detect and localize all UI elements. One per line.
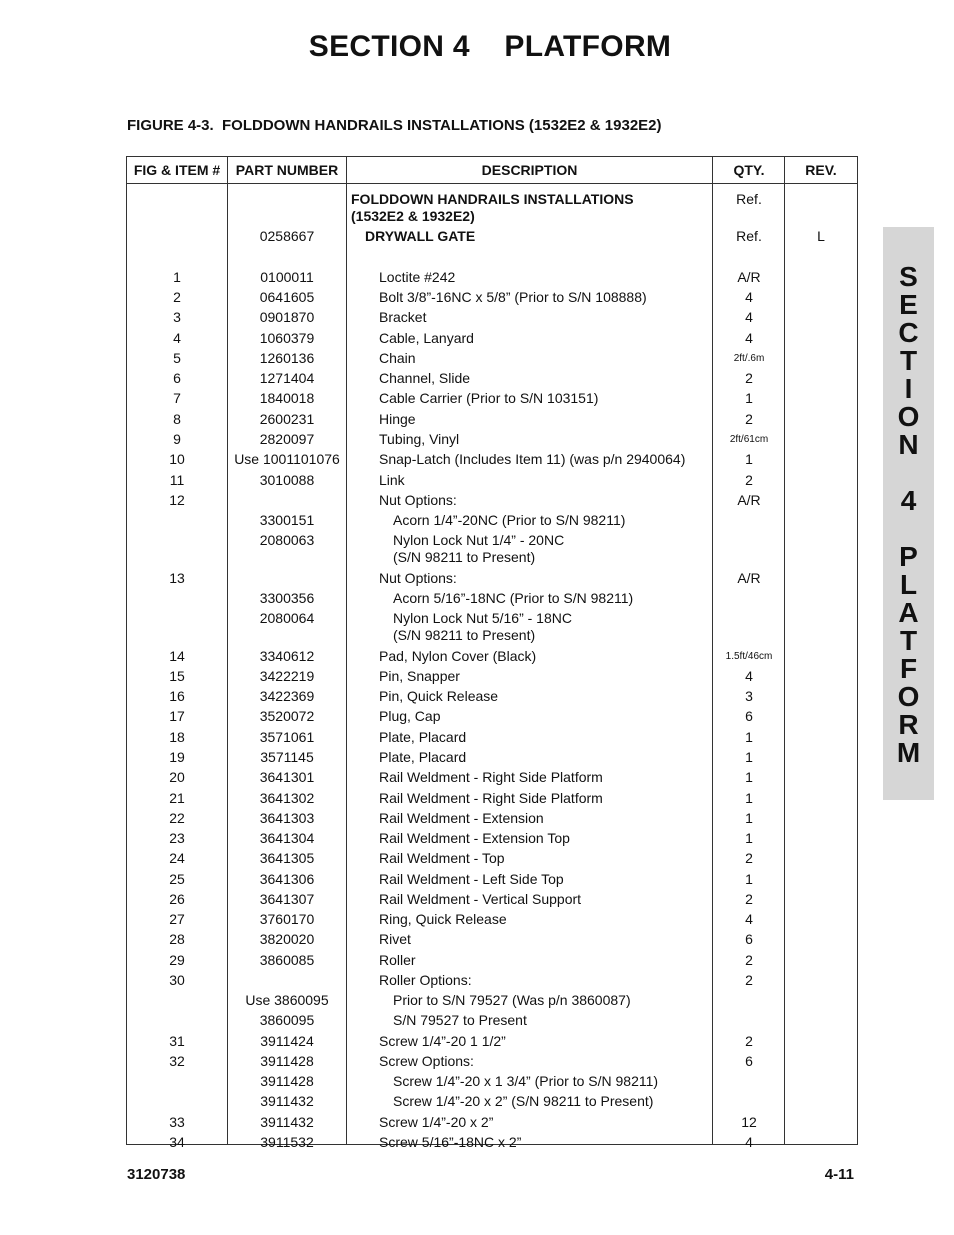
qty-cell: 1 xyxy=(745,769,753,785)
qty-cell: 1 xyxy=(745,871,753,887)
description-cell: Rivet xyxy=(379,931,411,947)
fig-item-cell: 30 xyxy=(169,972,185,988)
description-cell: Screw 1/4”-20 x 1 3/4” (Prior to S/N 98211) xyxy=(393,1073,659,1089)
part-number-cell: 3571145 xyxy=(260,749,314,765)
qty-cell: Ref. xyxy=(736,228,762,244)
description-cell: Plug, Cap xyxy=(379,708,441,724)
qty-cell: 2 xyxy=(745,891,753,907)
description-cell: Cable, Lanyard xyxy=(379,330,474,346)
part-number-cell: 0901870 xyxy=(259,309,315,325)
part-number-cell: 2080063 xyxy=(259,532,315,548)
description-cell: Cable Carrier (Prior to S/N 103151) xyxy=(379,390,599,406)
description-cell: DRYWALL GATE xyxy=(365,228,476,244)
fig-item-cell: 13 xyxy=(169,570,185,586)
qty-cell: 2 xyxy=(745,370,753,386)
part-number-cell: Use 3860095 xyxy=(245,992,329,1008)
qty-cell: 6 xyxy=(745,1053,753,1069)
fig-item-cell: 24 xyxy=(169,850,185,866)
side-tab-letter: E xyxy=(899,289,918,320)
page-number: 4-11 xyxy=(824,1166,854,1183)
description-cell: Channel, Slide xyxy=(379,370,471,386)
side-tab-letter: A xyxy=(898,597,919,628)
side-tab-gap xyxy=(883,515,934,543)
parts-table xyxy=(126,156,858,1150)
description-cell: Nylon Lock Nut 5/16” - 18NC (S/N 98211 to Present) xyxy=(393,610,572,643)
description-cell: Plate, Placard xyxy=(379,749,467,765)
qty-cell: 1 xyxy=(745,390,753,406)
side-tab-letter: F xyxy=(899,653,918,684)
part-number-cell: 1271404 xyxy=(259,370,315,386)
description-cell: S/N 79527 to Present xyxy=(393,1012,527,1028)
qty-cell: 2 xyxy=(745,411,753,427)
description-cell: Pin, Quick Release xyxy=(379,688,499,704)
qty-cell: 2ft/61cm xyxy=(729,434,769,445)
qty-cell: 4 xyxy=(745,911,753,927)
description-cell: Screw Options: xyxy=(379,1053,474,1069)
description-cell: Screw 1/4”-20 1 1/2” xyxy=(379,1033,506,1049)
part-number-cell: 3340612 xyxy=(259,648,315,664)
fig-item-cell: 23 xyxy=(169,830,185,846)
description-cell: Bracket xyxy=(379,309,427,325)
description-cell: Plate, Placard xyxy=(379,729,467,745)
fig-item-cell: 28 xyxy=(169,931,185,947)
fig-item-cell: 19 xyxy=(169,749,185,765)
fig-item-cell: 12 xyxy=(169,492,185,508)
qty-cell: 6 xyxy=(745,708,753,724)
description-cell: Hinge xyxy=(379,411,416,427)
description-cell: Pin, Snapper xyxy=(379,668,460,684)
side-tab-letter: P xyxy=(899,541,918,572)
qty-cell: A/R xyxy=(737,269,761,285)
rev-cell: L xyxy=(817,228,825,244)
fig-item-cell: 7 xyxy=(173,390,181,406)
qty-cell: Ref. xyxy=(736,191,762,207)
fig-item-cell: 3 xyxy=(173,309,181,325)
header-divider xyxy=(127,183,857,184)
part-number-cell: 3911432 xyxy=(260,1093,314,1109)
description-cell: Link xyxy=(379,472,405,488)
part-number-cell: 3422219 xyxy=(259,668,315,684)
fig-item-cell: 18 xyxy=(169,729,185,745)
description-cell: Nut Options: xyxy=(379,492,457,508)
qty-cell: 6 xyxy=(745,931,753,947)
qty-cell: 1 xyxy=(745,810,753,826)
side-tab-letter: M xyxy=(896,737,921,768)
fig-item-cell: 22 xyxy=(169,810,185,826)
part-number-cell: 0641605 xyxy=(259,289,315,305)
part-number-cell: 3641307 xyxy=(259,891,315,907)
header-description: DESCRIPTION xyxy=(481,162,578,178)
side-tab-letter: O xyxy=(897,681,920,712)
part-number-cell: 3760170 xyxy=(259,911,315,927)
side-tab-letter: 4 xyxy=(900,485,917,516)
description-cell: Rail Weldment - Vertical Support xyxy=(379,891,582,907)
qty-cell: A/R xyxy=(737,570,761,586)
description-cell: Rail Weldment - Right Side Platform xyxy=(379,769,603,785)
qty-cell: 4 xyxy=(745,668,753,684)
part-number-cell: 3641302 xyxy=(259,790,315,806)
fig-item-cell: 29 xyxy=(169,952,185,968)
part-number-cell: 3641304 xyxy=(259,830,315,846)
qty-cell: 4 xyxy=(745,289,753,305)
header-rev: REV. xyxy=(805,162,837,178)
description-cell: Rail Weldment - Extension Top xyxy=(379,830,570,846)
fig-item-cell: 17 xyxy=(169,708,185,724)
description-cell: Prior to S/N 79527 (Was p/n 3860087) xyxy=(393,992,631,1008)
description-cell: Screw 1/4”-20 x 2” (S/N 98211 to Present) xyxy=(393,1093,654,1109)
fig-item-cell: 33 xyxy=(169,1114,185,1130)
part-number-cell: 3641303 xyxy=(259,810,315,826)
side-tab-letter: O xyxy=(897,401,920,432)
header-qty: QTY. xyxy=(733,162,765,178)
qty-cell: A/R xyxy=(737,492,761,508)
description-cell: Acorn 5/16”-18NC (Prior to S/N 98211) xyxy=(393,590,634,606)
description-cell: Nut Options: xyxy=(379,570,457,586)
fig-item-cell: 34 xyxy=(169,1134,185,1150)
part-number-cell: 3911432 xyxy=(260,1114,314,1130)
part-number-cell: 2600231 xyxy=(259,411,315,427)
fig-item-cell: 15 xyxy=(169,668,185,684)
fig-item-cell: 16 xyxy=(169,688,185,704)
description-cell: Roller Options: xyxy=(379,972,472,988)
fig-item-cell: 2 xyxy=(173,289,181,305)
qty-cell: 1 xyxy=(745,451,753,467)
side-tab-letters xyxy=(883,263,934,767)
part-number-cell: 3300151 xyxy=(259,512,315,528)
header-part-number: PART NUMBER xyxy=(235,162,339,178)
figure-title: FIGURE 4-3. FOLDDOWN HANDRAILS INSTALLATIONS (1532E2 & 1932E2) xyxy=(127,117,662,134)
qty-cell: 2 xyxy=(745,972,753,988)
fig-item-cell: 1 xyxy=(173,269,181,285)
section-side-tab xyxy=(883,227,934,800)
part-number-cell: 3911428 xyxy=(260,1053,314,1069)
page-title: SECTION 4 PLATFORM xyxy=(308,30,672,63)
description-cell: Roller xyxy=(379,952,416,968)
fig-item-cell: 32 xyxy=(169,1053,185,1069)
description-cell: FOLDDOWN HANDRAILS INSTALLATIONS (1532E2 & 1932E2) xyxy=(351,191,634,224)
fig-item-cell: 4 xyxy=(173,330,181,346)
fig-item-cell: 31 xyxy=(169,1033,185,1049)
part-number-cell: 3860085 xyxy=(259,952,315,968)
qty-cell: 1.5ft/46cm xyxy=(725,651,773,662)
description-cell: Snap-Latch (Includes Item 11) (was p/n 2940064) xyxy=(379,451,686,467)
fig-item-cell: 6 xyxy=(173,370,181,386)
qty-cell: 2 xyxy=(745,472,753,488)
description-cell: Acorn 1/4”-20NC (Prior to S/N 98211) xyxy=(393,512,626,528)
side-tab-letter: T xyxy=(899,625,918,656)
description-cell: Ring, Quick Release xyxy=(379,911,507,927)
description-cell: Rail Weldment - Left Side Top xyxy=(379,871,564,887)
part-number-cell: 2080064 xyxy=(259,610,315,626)
qty-cell: 1 xyxy=(745,830,753,846)
fig-item-cell: 27 xyxy=(169,911,185,927)
fig-item-cell: 26 xyxy=(169,891,185,907)
qty-cell: 3 xyxy=(745,688,753,704)
description-cell: Rail Weldment - Top xyxy=(379,850,505,866)
part-number-cell: 3520072 xyxy=(259,708,315,724)
description-cell: Bolt 3/8”-16NC x 5/8” (Prior to S/N 108888) xyxy=(379,289,647,305)
part-number-cell: 3911428 xyxy=(260,1073,314,1089)
part-number-cell: 3571061 xyxy=(259,729,315,745)
qty-cell: 1 xyxy=(745,729,753,745)
side-tab-letter: S xyxy=(899,261,918,292)
part-number-cell: Use 1001101076 xyxy=(234,451,340,467)
qty-cell: 4 xyxy=(745,309,753,325)
part-number-cell: 1260136 xyxy=(259,350,315,366)
part-number-cell: 3010088 xyxy=(259,472,315,488)
part-number-cell: 3422369 xyxy=(259,688,315,704)
part-number-cell: 2820097 xyxy=(259,431,315,447)
side-tab-gap xyxy=(883,459,934,487)
qty-cell: 2ft/.6m xyxy=(733,353,765,364)
part-number-cell: 3641306 xyxy=(259,871,315,887)
fig-item-cell: 10 xyxy=(169,451,185,467)
description-cell: Screw 1/4”-20 x 2” xyxy=(379,1114,494,1130)
description-cell: Rail Weldment - Right Side Platform xyxy=(379,790,603,806)
fig-item-cell: 5 xyxy=(173,350,181,366)
part-number-cell: 1060379 xyxy=(259,330,315,346)
document-number: 3120738 xyxy=(127,1166,186,1183)
part-number-cell: 3300356 xyxy=(259,590,315,606)
qty-cell: 2 xyxy=(745,1033,753,1049)
part-number-cell: 3860095 xyxy=(259,1012,315,1028)
fig-item-cell: 8 xyxy=(173,411,181,427)
part-number-cell: 1840018 xyxy=(259,390,315,406)
description-cell: Rail Weldment - Extension xyxy=(379,810,544,826)
part-number-cell: 3820020 xyxy=(259,931,315,947)
qty-cell: 2 xyxy=(745,952,753,968)
header-fig-item: FIG & ITEM # xyxy=(133,162,221,178)
fig-item-cell: 11 xyxy=(169,472,185,488)
description-cell: Screw 5/16”-18NC x 2” xyxy=(379,1134,522,1150)
part-number-cell: 3641301 xyxy=(259,769,315,785)
qty-cell: 4 xyxy=(745,330,753,346)
fig-item-cell: 14 xyxy=(169,648,185,664)
side-tab-letter: T xyxy=(899,345,918,376)
fig-item-cell: 9 xyxy=(173,431,181,447)
part-number-cell: 3641305 xyxy=(259,850,315,866)
description-cell: Loctite #242 xyxy=(379,269,456,285)
description-cell: Nylon Lock Nut 1/4” - 20NC (S/N 98211 to Present) xyxy=(393,532,565,565)
qty-cell: 1 xyxy=(745,790,753,806)
fig-item-cell: 20 xyxy=(169,769,185,785)
side-tab-letter: R xyxy=(898,709,919,740)
side-tab-letter: I xyxy=(904,373,913,404)
qty-cell: 12 xyxy=(741,1114,757,1130)
fig-item-cell: 25 xyxy=(169,871,185,887)
qty-cell: 4 xyxy=(745,1134,753,1150)
fig-item-cell: 21 xyxy=(169,790,185,806)
side-tab-letter: L xyxy=(899,569,918,600)
part-number-cell: 0258667 xyxy=(259,228,315,244)
description-cell: Tubing, Vinyl xyxy=(379,431,460,447)
side-tab-letter: C xyxy=(898,317,919,348)
qty-cell: 2 xyxy=(745,850,753,866)
description-cell: Pad, Nylon Cover (Black) xyxy=(379,648,537,664)
part-number-cell: 3911532 xyxy=(260,1134,314,1150)
side-tab-letter: N xyxy=(898,429,919,460)
part-number-cell: 0100011 xyxy=(260,269,314,285)
part-number-cell: 3911424 xyxy=(260,1033,314,1049)
qty-cell: 1 xyxy=(745,749,753,765)
description-cell: Chain xyxy=(379,350,416,366)
